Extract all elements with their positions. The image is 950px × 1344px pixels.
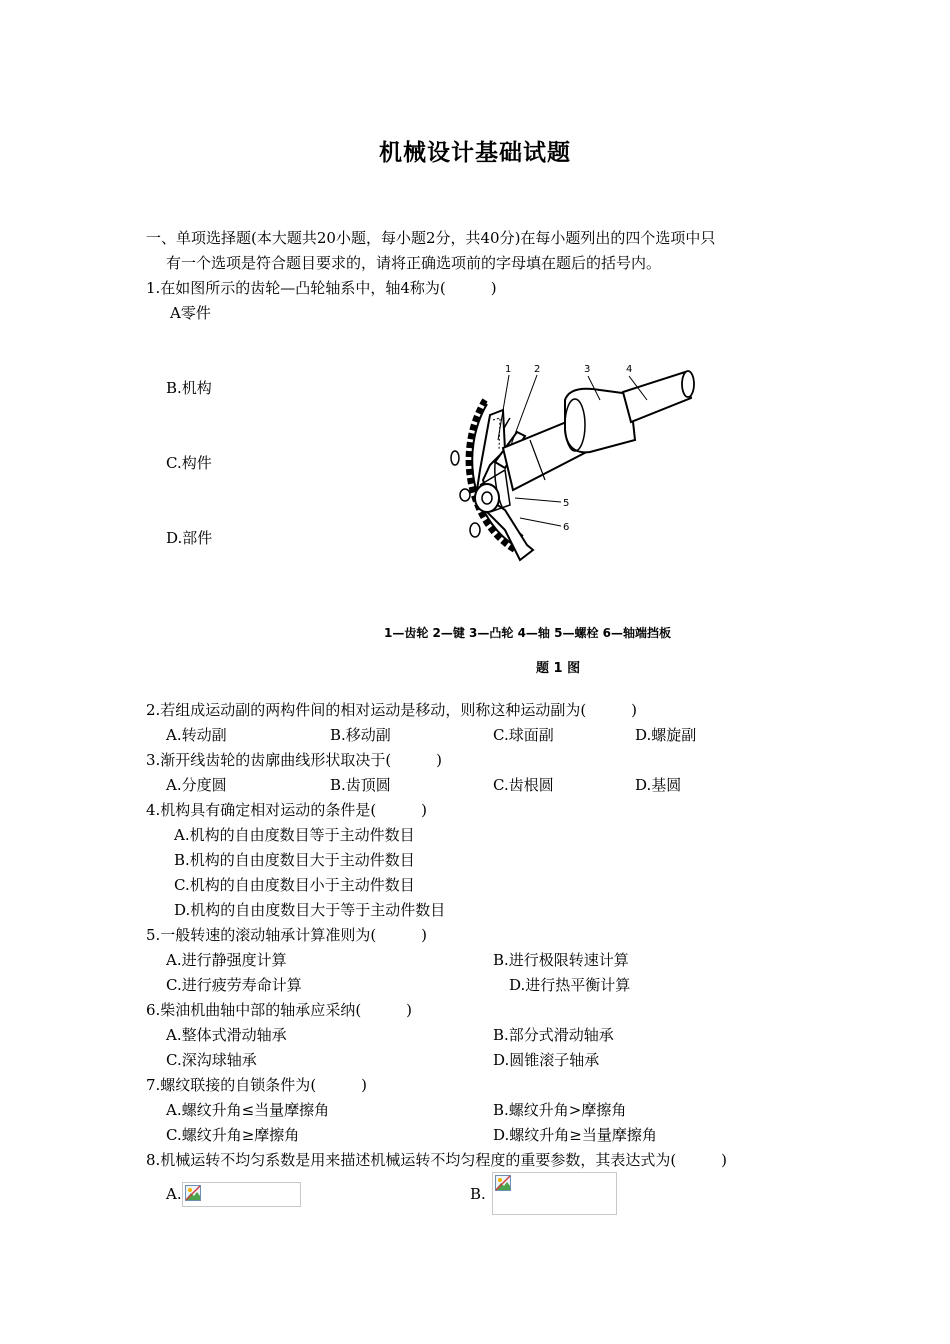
question-1-option-c: C.构件 [166, 454, 212, 472]
question-8-stem: 8.机械运转不均匀系数是用来描述机械运转不均匀程度的重要参数，其表达式为( ) [146, 1151, 728, 1169]
question-6-option-c: C.深沟球轴承 [166, 1051, 257, 1069]
question-2-option-a: A.转动副 [166, 726, 227, 744]
question-7-option-c: C.螺纹升角≥摩擦角 [166, 1126, 300, 1144]
question-8-option-b: B. [470, 1185, 486, 1203]
page-title: 机械设计基础试题 [379, 140, 571, 166]
question-6-option-a: A.整体式滑动轴承 [166, 1026, 287, 1044]
question-2-option-c: C.球面副 [493, 726, 554, 744]
broken-image-icon [185, 1185, 201, 1201]
question-6-option-b: B.部分式滑动轴承 [493, 1026, 614, 1044]
question-5-option-d: D.进行热平衡计算 [509, 976, 631, 994]
question-3-option-b: B.齿顶圆 [330, 776, 391, 794]
figure-legend: 1—齿轮 2—键 3—凸轮 4—轴 5—螺栓 6—轴端挡板 [384, 626, 671, 640]
question-3-option-d: D.基圆 [635, 776, 682, 794]
gear-cam-shaft-figure [395, 340, 735, 590]
figure-label-3: 3 [584, 364, 591, 375]
question-5-option-b: B.进行极限转速计算 [493, 951, 629, 969]
section-heading-line2: 有一个选项是符合题目要求的，请将正确选项前的字母填在题后的括号内。 [166, 254, 662, 272]
figure-caption: 题 1 图 [536, 661, 581, 676]
question-2-option-d: D.螺旋副 [635, 726, 697, 744]
figure-label-4: 4 [626, 364, 633, 375]
question-7-option-b: B.螺纹升角>摩擦角 [493, 1101, 627, 1119]
question-3-option-c: C.齿根圆 [493, 776, 554, 794]
formula-image-b [492, 1172, 617, 1215]
question-1-option-d: D.部件 [166, 529, 213, 547]
question-1-option-b: B.机构 [166, 379, 212, 397]
question-5-option-a: A.进行静强度计算 [166, 951, 287, 969]
question-3-stem: 3.渐开线齿轮的齿廓曲线形状取决于( ) [146, 751, 443, 769]
figure-label-2: 2 [534, 364, 541, 375]
question-2-option-b: B.移动副 [330, 726, 391, 744]
formula-image-a [182, 1182, 301, 1207]
question-4-stem: 4.机构具有确定相对运动的条件是( ) [146, 801, 428, 819]
question-7-stem: 7.螺纹联接的自锁条件为( ) [146, 1076, 368, 1094]
question-4-option-a: A.机构的自由度数目等于主动件数目 [174, 826, 415, 844]
broken-image-icon [495, 1175, 511, 1191]
figure-label-5: 5 [563, 498, 570, 509]
question-3-option-a: A.分度圆 [166, 776, 227, 794]
question-1-stem: 1.在如图所示的齿轮—凸轮轴系中，轴4称为( ) [146, 279, 497, 297]
question-4-option-b: B.机构的自由度数目大于主动件数目 [174, 851, 415, 869]
question-6-option-d: D.圆锥滚子轴承 [493, 1051, 600, 1069]
question-5-option-c: C.进行疲劳寿命计算 [166, 976, 302, 994]
question-7-option-a: A.螺纹升角≤当量摩擦角 [166, 1101, 330, 1119]
question-4-option-d: D.机构的自由度数目大于等于主动件数目 [174, 901, 446, 919]
section-heading-line1: 一、单项选择题(本大题共20小题，每小题2分，共40分)在每小题列出的四个选项中只 [146, 229, 716, 247]
question-6-stem: 6.柴油机曲轴中部的轴承应采纳( ) [146, 1001, 413, 1019]
question-2-stem: 2.若组成运动副的两构件间的相对运动是移动，则称这种运动副为( ) [146, 701, 638, 719]
figure-label-6: 6 [563, 522, 570, 533]
question-5-stem: 5.一般转速的滚动轴承计算准则为( ) [146, 926, 428, 944]
question-4-option-c: C.机构的自由度数目小于主动件数目 [174, 876, 415, 894]
figure-label-1: 1 [505, 364, 512, 375]
question-7-option-d: D.螺纹升角≥当量摩擦角 [493, 1126, 657, 1144]
question-1-option-a: A零件 [170, 304, 211, 322]
question-8-option-a: A. [166, 1185, 182, 1203]
